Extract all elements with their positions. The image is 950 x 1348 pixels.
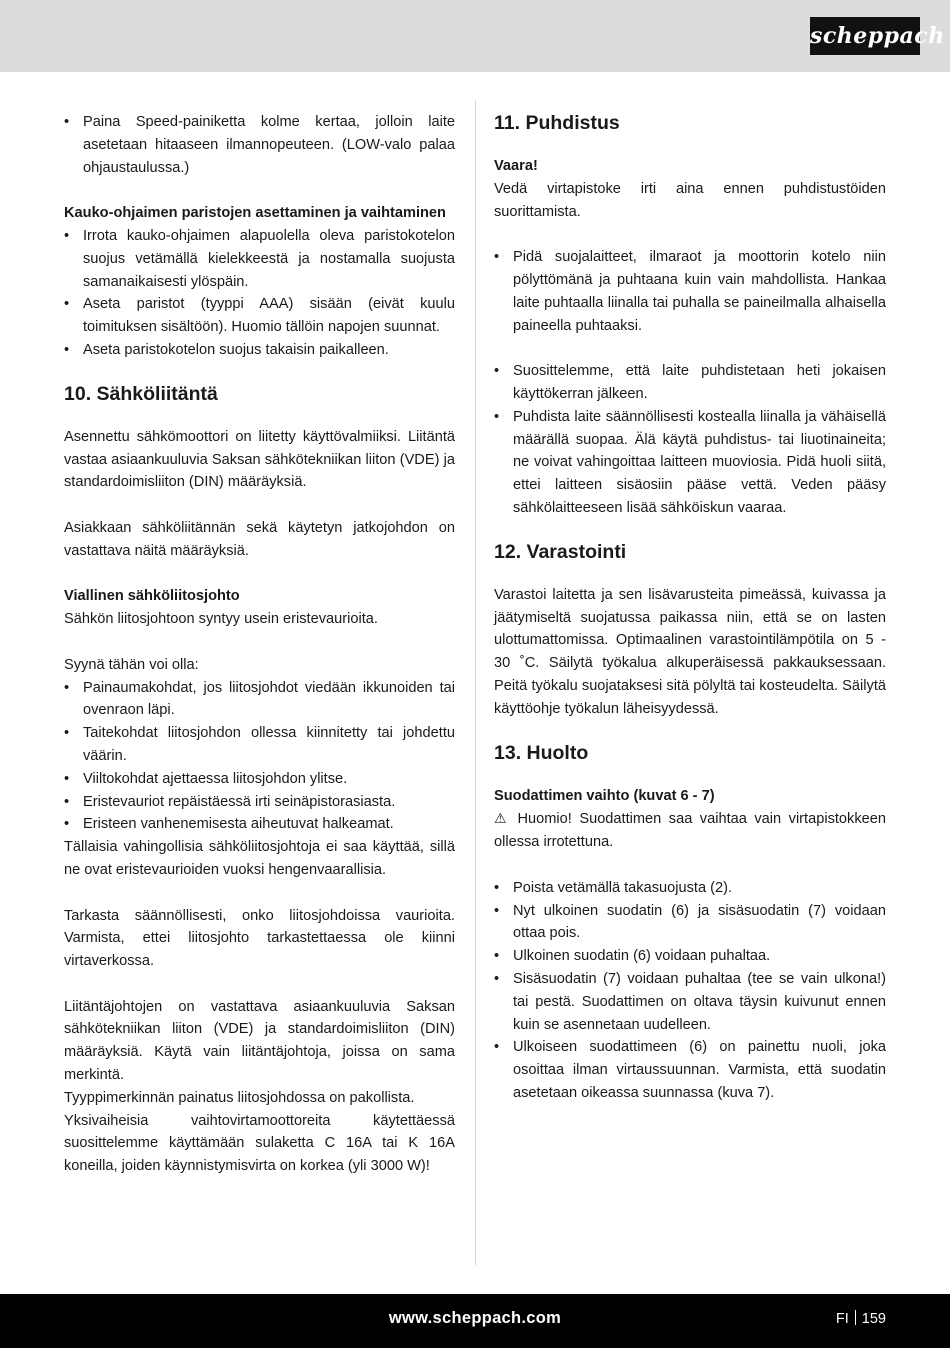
page-header	[0, 0, 950, 72]
list-item: • Puhdista laite säännöllisesti kostealla liinalla ja vähäisellä määrällä suopaa. Älä käytä puhdistus- tai liuotinaineita; ne voivat vahingoittaa laitteen muoviosia. Pidä huoli siitä, ettei laitteen sisäosiin pääse vettä. Veden pääsy sähkölaitteeseen lisää sähköiskun vaaraa.	[494, 406, 886, 520]
danger-text: Vedä virtapistoke irti aina ennen puhdistustöiden suorittamista.	[494, 180, 886, 220]
list-item: • Irrota kauko-ohjaimen alapuolella oleva paristokotelon suojus vetämällä kielekkeestä ja nostamalla suojusta samanaikaisesti ylöspäin.	[64, 225, 455, 293]
page-footer	[0, 1294, 950, 1348]
list-item: • Paina Speed-painiketta kolme kertaa, jolloin laite asetetaan hitaaseen ilmannopeuteen. (LOW-valo palaa ohjaustaulussa.)	[64, 111, 455, 179]
speed-list	[64, 111, 455, 179]
list-item: • Sisäsuodatin (7) voidaan puhaltaa (tee se vain ulkona!) tai pestä. Suodattimen on oltava täysin kuivunut ennen kuin se asennetaan uudelleen.	[494, 968, 886, 1036]
list-item: • Poista vetämällä takasuojusta (2).	[494, 877, 886, 900]
section-10-paragraph: Asennettu sähkömoottori on liitetty käyttövalmiiksi. Liitäntä vastaa asiaankuuluvia Saksan sähkötekniikan liiton (VDE) ja standardoimisliiton (DIN) määräyksiä.	[64, 428, 455, 491]
motor-paragraph: Yksivaiheisia vaihtovirtamoottoreita käytettäessä suosittelemme käyttämään sulaketta C 16A tai K 16A koneilla, joiden käynnistymisvirta on korkea (yli 3000 W)!	[64, 1112, 455, 1175]
cleaning-list	[494, 246, 886, 337]
causes-list	[64, 677, 455, 837]
filter-note	[494, 807, 886, 854]
list-item: • Ulkoiseen suodattimeen (6) on painettu nuoli, joka osoittaa ilman virtaussuunnan. Varmista, että suodatin asetetaan oikeassa suunnassa (kuva 7).	[494, 1036, 886, 1104]
faulty-cable-text: Sähkön liitosjohtoon syntyy usein eristevaurioita.	[64, 611, 378, 628]
section-12-title: 12. Varastointi	[494, 540, 627, 563]
page-number-value: 159	[861, 1311, 886, 1327]
page-number	[836, 1310, 886, 1327]
list-item: • Aseta paristot (tyyppi AAA) sisään (eivät kuulu toimituksen sisältöön). Huomio tällöin napojen suunnat.	[64, 293, 455, 339]
filter-note-text: Huomio! Suodattimen saa vaihtaa vain virtapistokkeen ollessa irrotettuna.	[494, 811, 886, 851]
type-paragraph: Tyyppimerkinnän painatus liitosjohdossa on pakollista.	[64, 1089, 415, 1106]
list-item: • Eristeen vanhenemisesta aiheutuvat halkeamat.	[64, 813, 455, 836]
battery-list	[64, 225, 455, 362]
language-code: FI	[835, 1311, 849, 1327]
causes-intro: Syynä tähän voi olla:	[64, 656, 199, 673]
faulty-cable-heading: Viallinen sähköliitosjohto	[64, 588, 240, 605]
list-item: • Eristevauriot repäistäessä irti seinäpistorasiasta.	[64, 791, 455, 814]
check-paragraph: Tarkasta säännöllisesti, onko liitosjohdoissa vaurioita. Varmista, ettei liitosjohto tarkastettaessa ole kiinni virtaverkossa.	[64, 907, 455, 970]
storage-paragraph: Varastoi laitetta ja sen lisävarusteita pimeässä, kuivassa ja jäätymiseltä suojatussa paikassa niin, että se on lasten ulottumattomissa. Optimaalinen varastointilämpötila on 5 - 30 ˚C. Säilytä työkalua alkuperäisessä pakkauksessaan. Peitä työkalu suojataksesi sitä pölyltä tai kosteudelta. Säilytä käyttöohje työkalun läheisyydessä.	[494, 586, 886, 717]
list-item: • Ulkoinen suodatin (6) voidaan puhaltaa.	[494, 945, 886, 968]
filter-list	[494, 877, 886, 1105]
list-item: • Nyt ulkoinen suodatin (6) ja sisäsuodatin (7) voidaan ottaa pois.	[494, 900, 886, 946]
cables-paragraph: Liitäntäjohtojen on vastattava asiaankuuluvia Saksan sähkötekniikan liiton (VDE) ja standardoimisliiton (DIN) määräyksiä. Käytä vain liitäntäjohtoja, joissa on sama merkintä.	[64, 998, 455, 1084]
list-item: • Aseta paristokotelon suojus takaisin paikalleen.	[64, 339, 455, 362]
cleaning-list-2	[494, 360, 886, 520]
left-column	[64, 111, 455, 1178]
scheppach-logo: scheppach	[810, 17, 920, 55]
damaged-cable-note: Tällaisia vahingollisia sähköliitosjohtoja ei saa käyttää, sillä ne ovat eristevaurioiden vuoksi hengenvaarallisia.	[64, 839, 455, 878]
website-link[interactable]: www.scheppach.com	[388, 1309, 562, 1327]
filter-heading: Suodattimen vaihto (kuvat 6 - 7)	[494, 787, 715, 804]
section-10-paragraph: Asiakkaan sähköliitännän sekä käytetyn jatkojohdon on vastattava näitä määräyksiä.	[64, 519, 455, 559]
section-13-title: 13. Huolto	[494, 741, 589, 764]
list-item: • Taitekohdat liitosjohdon ollessa kiinnitetty tai johdettu väärin.	[64, 722, 455, 768]
battery-heading: Kauko-ohjaimen paristojen asettaminen ja vaihtaminen	[64, 205, 446, 222]
section-10-title: 10. Sähköliitäntä	[64, 382, 218, 405]
list-item: • Pidä suojalaitteet, ilmaraot ja moottorin kotelo niin pölyttömänä ja puhtaana kuin vain mahdollista. Hankaa laite puhtaalla liinalla tai puhalla se paineilmalla alhaisella paineella puhtaaksi.	[494, 246, 886, 337]
list-item: • Suosittelemme, että laite puhdistetaan heti jokaisen käyttökerran jälkeen.	[494, 360, 886, 406]
list-item: • Painaumakohdat, jos liitosjohdot viedään ikkunoiden tai ovenraon läpi.	[64, 677, 455, 723]
list-item: • Viiltokohdat ajettaessa liitosjohdon ylitse.	[64, 768, 455, 791]
warning-icon: ⚠	[494, 810, 507, 827]
section-11-title: 11. Puhdistus	[494, 112, 620, 134]
danger-label: Vaara!	[494, 158, 538, 174]
column-divider	[475, 100, 476, 1265]
right-column	[494, 111, 886, 1105]
separator	[855, 1310, 856, 1325]
